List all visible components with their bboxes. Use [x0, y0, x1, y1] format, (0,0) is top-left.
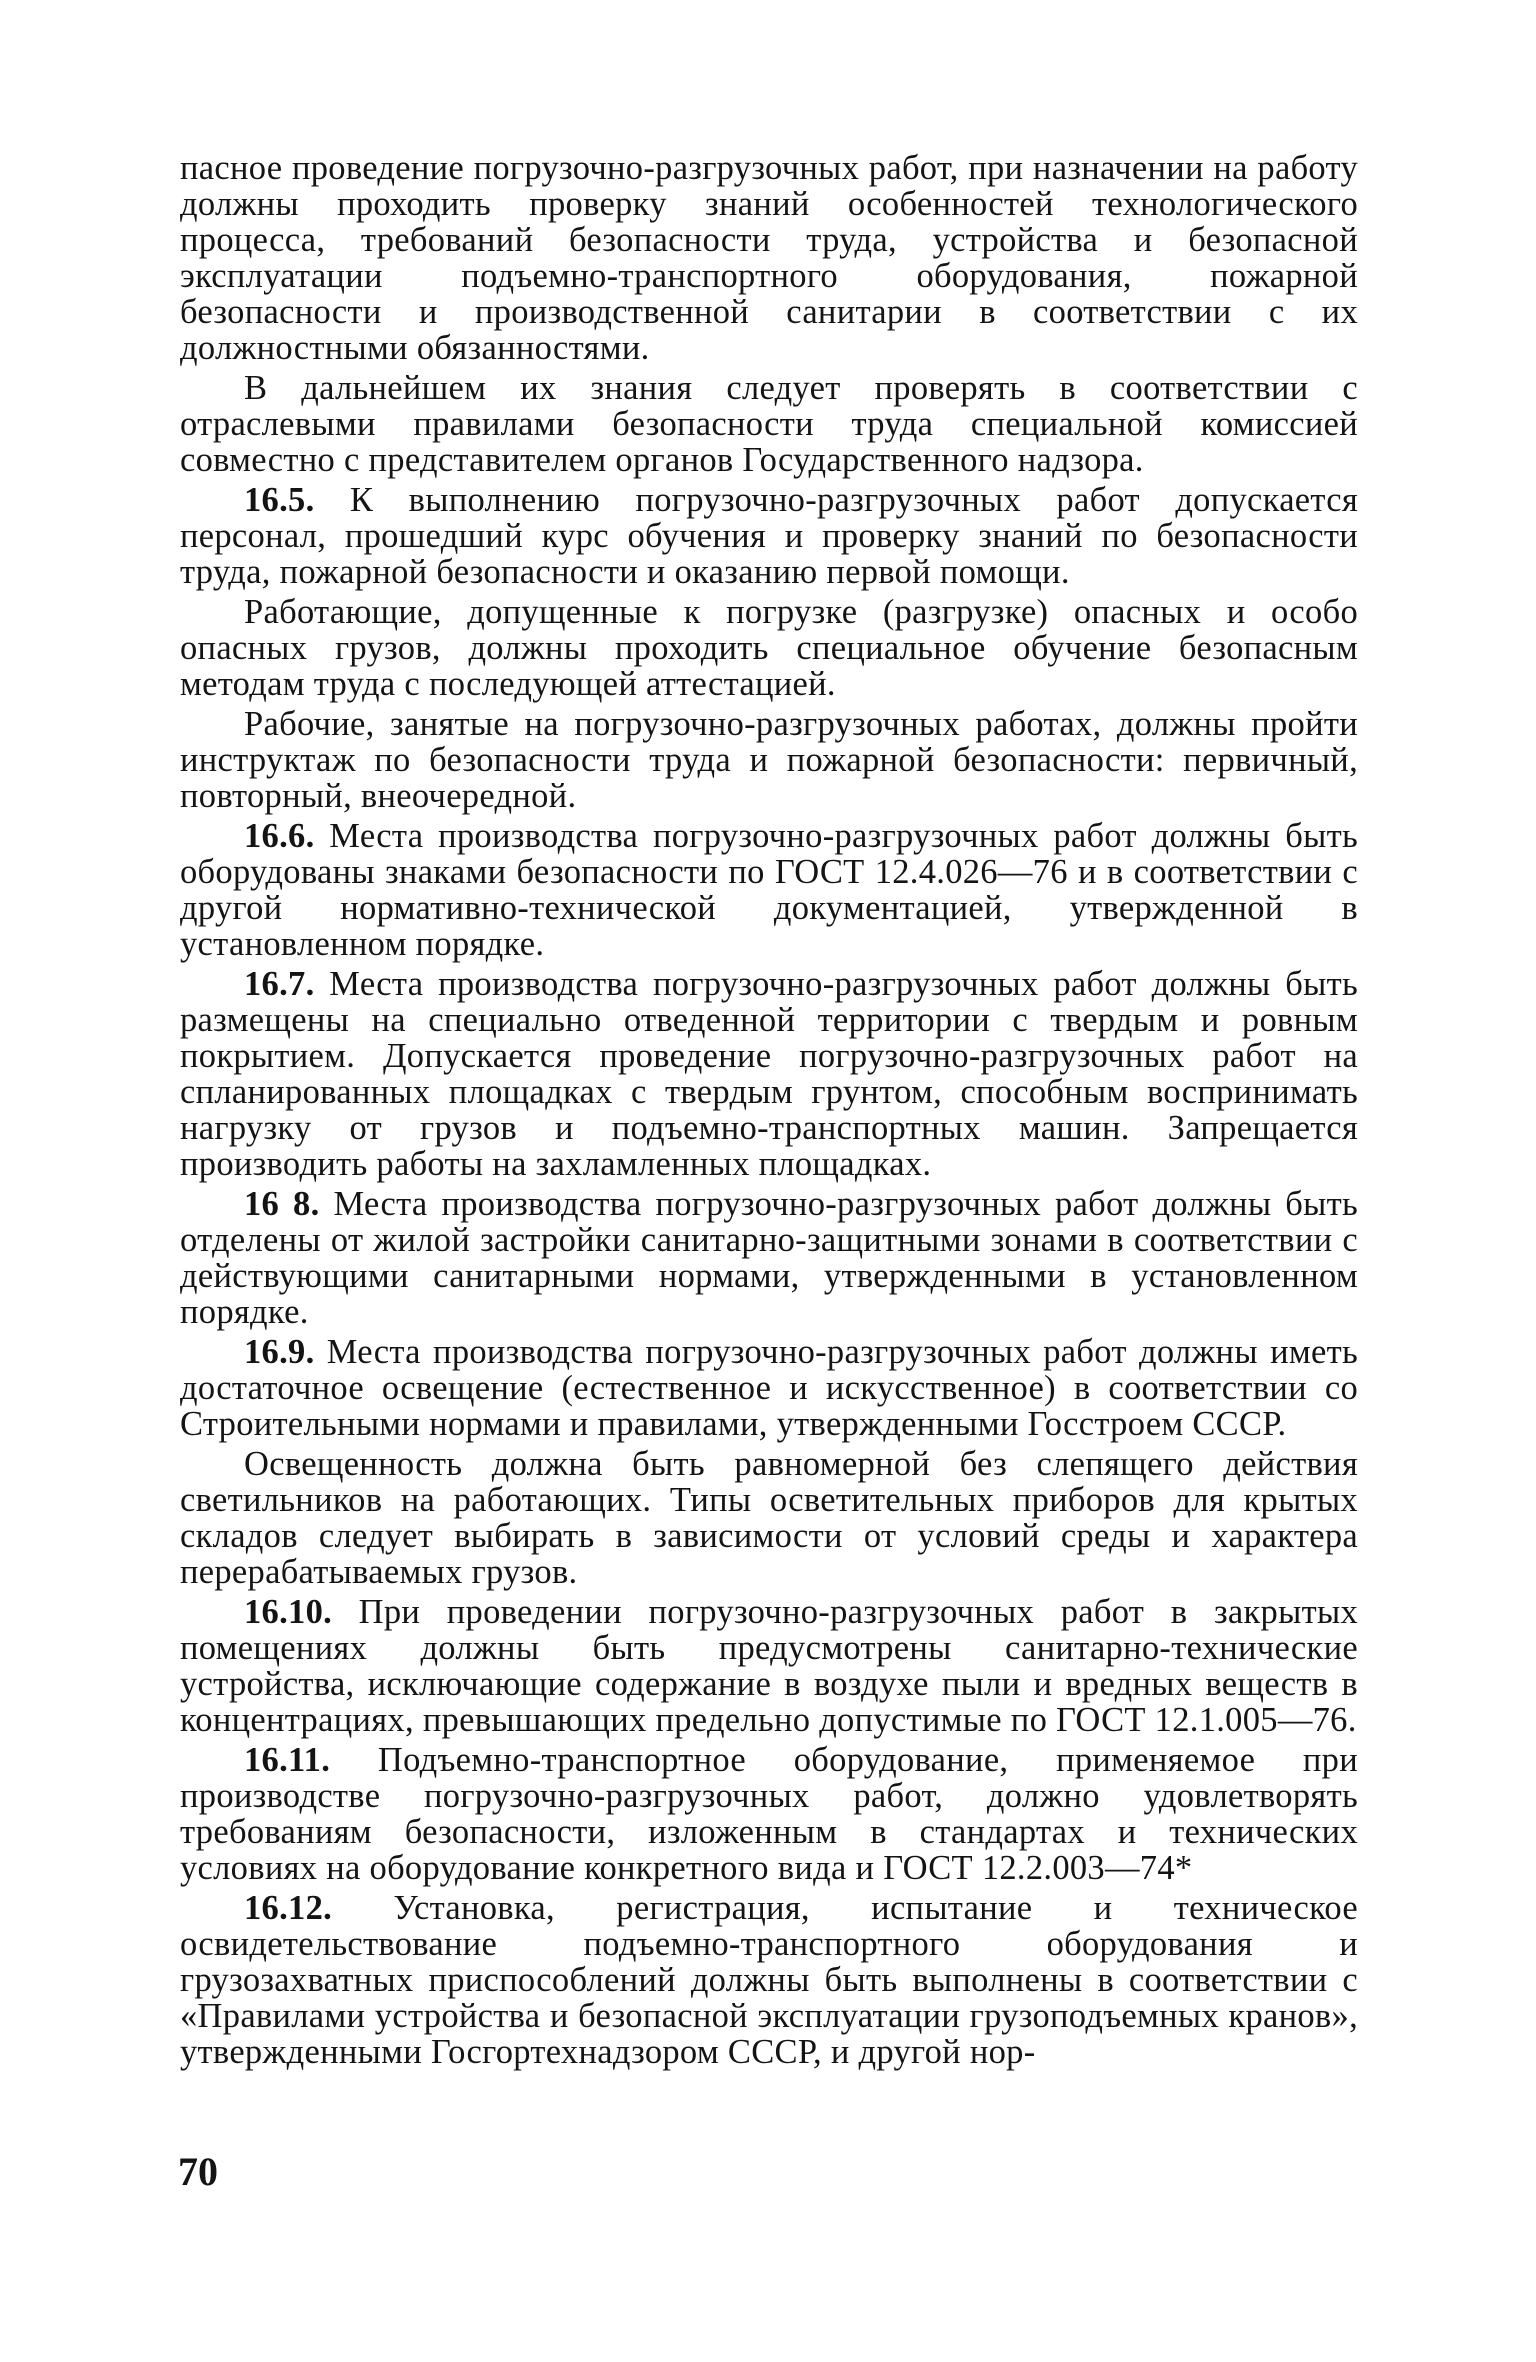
- clause-number: 16.10.: [244, 1593, 333, 1631]
- paragraph-16-6-text: Места производства погрузочно-разгрузочных работ должны быть оборудованы знаками безопасности по ГОСТ 12.4.026—76 и в соответствии с другой нормативно-технической документацией, утвержденной в установленном порядке.: [180, 817, 1358, 963]
- clause-number: 16.5.: [244, 481, 315, 519]
- paragraph-16-9-text: Места производства погрузочно-разгрузочных работ должны иметь достаточное освещение (естественное и искусственное) в соответствии со Строительными нормами и правилами, утвержденными Госстроем СССР.: [180, 1333, 1358, 1443]
- paragraph-16-6: [180, 818, 1358, 962]
- paragraph-5: [180, 706, 1358, 814]
- paragraph-1-text: пасное проведение погрузочно-разгрузочных работ, при назначении на работу должны проходить проверку знаний особенностей технологического процесса, требований безопасности труда, устройства и безопасной эксплуатации подъемно-транспортного оборудования, пожарной безопасности и производственной санитарии в соответствии с их должностными обязанностями.: [180, 149, 1358, 367]
- paragraph-16-8: [180, 1186, 1358, 1330]
- paragraph-16-12: [180, 1890, 1358, 2070]
- clause-number: 16.6.: [244, 817, 315, 855]
- clause-number: 16.9.: [244, 1333, 315, 1371]
- document-page: [180, 150, 1358, 2074]
- paragraph-16-11: [180, 1742, 1358, 1886]
- paragraph-16-5: [180, 482, 1358, 590]
- clause-number: 16.7.: [244, 965, 315, 1003]
- paragraph-10-text: Освещенность должна быть равномерной без слепящего действия светильников на работающих. Типы осветительных приборов для крытых складов следует выбирать в зависимости от условий среды и характера перерабатываемых грузов.: [180, 1445, 1358, 1591]
- paragraph-10: [180, 1446, 1358, 1590]
- paragraph-16-5-text: К выполнению погрузочно-разгрузочных работ допускается персонал, прошедший курс обучения и проверку знаний по безопасности труда, пожарной безопасности и оказанию первой помощи.: [180, 481, 1358, 591]
- clause-number: 16 8.: [244, 1185, 320, 1223]
- paragraph-2: [180, 370, 1358, 478]
- paragraph-16-7-text: Места производства погрузочно-разгрузочных работ должны быть размещены на специально отведенной территории с твердым и ровным покрытием. Допускается проведение погрузочно-разгрузочных работ на спланированных площадках с твердым грунтом, способным воспринимать нагрузку от грузов и подъемно-транспортных машин. Запрещается производить работы на захламленных площадках.: [180, 965, 1358, 1183]
- paragraph-4-text: Работающие, допущенные к погрузке (разгрузке) опасных и особо опасных грузов, должны проходить специальное обучение безопасным методам труда с последующей аттестацией.: [180, 593, 1358, 703]
- paragraph-16-10: [180, 1594, 1358, 1738]
- paragraph-16-9: [180, 1334, 1358, 1442]
- clause-number: 16.12.: [244, 1889, 333, 1927]
- paragraph-1: [180, 150, 1358, 366]
- paragraph-4: [180, 594, 1358, 702]
- paragraph-16-11-text: Подъемно-транспортное оборудование, применяемое при производстве погрузочно-разгрузочных работ, должно удовлетворять требованиям безопасности, изложенным в стандартах и технических условиях на оборудование конкретного вида и ГОСТ 12.2.003—74*: [180, 1741, 1358, 1887]
- page-number: 70: [178, 2149, 218, 2194]
- paragraph-16-12-text: Установка, регистрация, испытание и техническое освидетельствование подъемно-транспортного оборудования и грузозахватных приспособлений должны быть выполнены в соответствии с «Правилами устройства и безопасной эксплуатации грузоподъемных кранов», утвержденными Госгортехнадзором СССР, и другой нор-: [180, 1889, 1358, 2071]
- paragraph-2-text: В дальнейшем их знания следует проверять в соответствии с отраслевыми правилами безопасности труда специальной комиссией совместно с представителем органов Государственного надзора.: [180, 369, 1358, 479]
- paragraph-16-8-text: Места производства погрузочно-разгрузочных работ должны быть отделены от жилой застройки санитарно-защитными зонами в соответствии с действующими санитарными нормами, утвержденными в установленном порядке.: [180, 1185, 1359, 1331]
- paragraph-16-10-text: При проведении погрузочно-разгрузочных работ в закрытых помещениях должны быть предусмотрены санитарно-технические устройства, исключающие содержание в воздухе пыли и вредных веществ в концентрациях, превышающих предельно допустимые по ГОСТ 12.1.005—76.: [180, 1593, 1358, 1739]
- paragraph-16-7: [180, 966, 1358, 1182]
- clause-number: 16.11.: [244, 1741, 331, 1779]
- paragraph-5-text: Рабочие, занятые на погрузочно-разгрузочных работах, должны пройти инструктаж по безопасности труда и пожарной безопасности: первичный, повторный, внеочередной.: [180, 705, 1358, 815]
